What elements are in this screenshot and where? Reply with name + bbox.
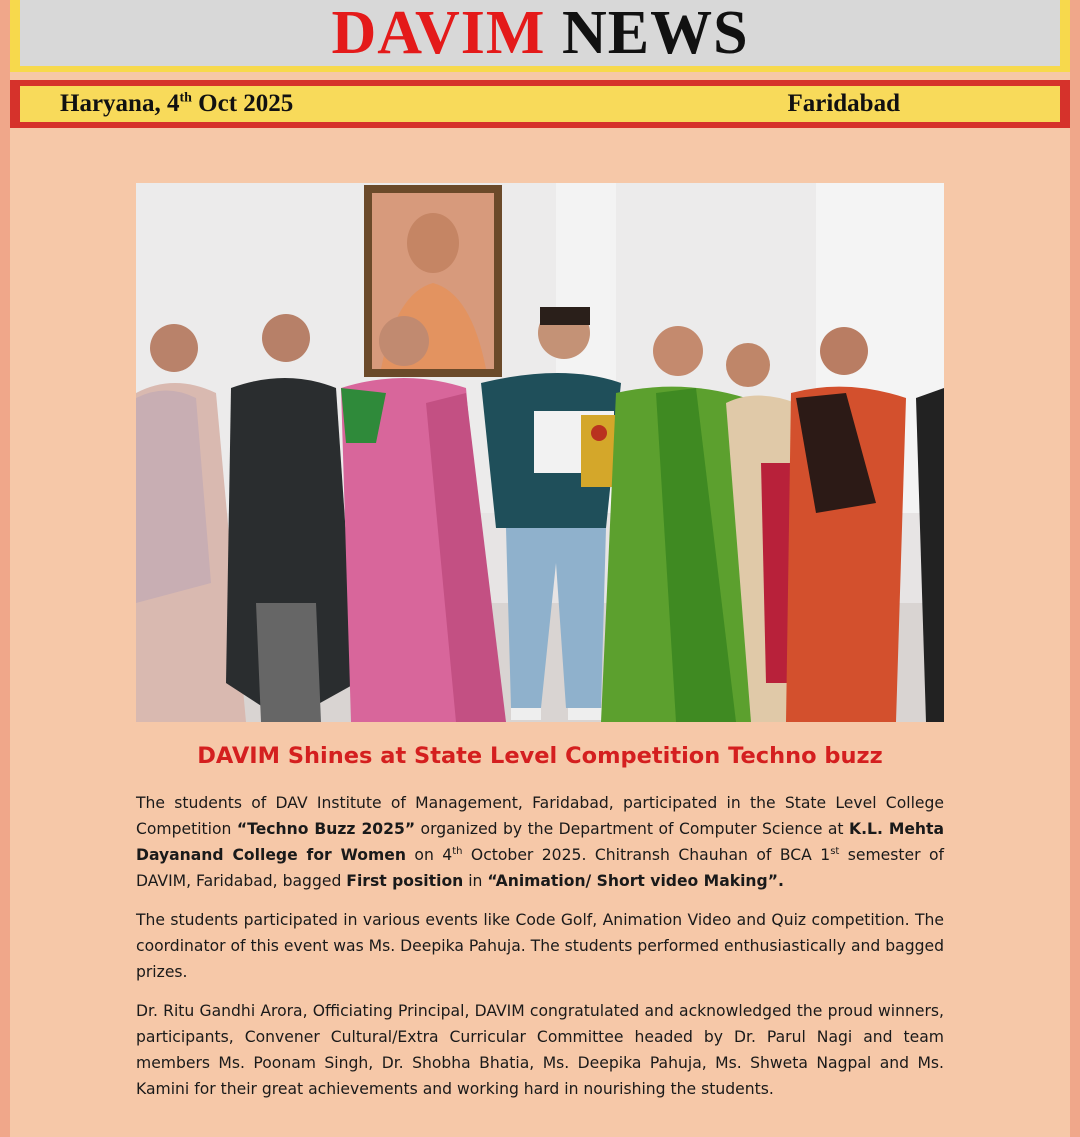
dateline-bar [10, 80, 1070, 128]
p1-bold-college: K.L. Mehta Dayanand College for Women [136, 820, 944, 864]
dateline-day-suffix: th [179, 90, 192, 106]
article-paragraph-3: Dr. Ritu Gandhi Arora, Officiating Principal, DAVIM congratulated and acknowledged the proud winners, participants, Convener Cultural/Extra Curricular Committee headed by Dr. Parul Nagi and team members Ms. Poonam Singh, Dr. Shobha Bhatia, Ms. Deepika Pahuja, Ms. Shweta Nagpal and Ms. Kamini for their great achievements and working hard in nourishing the students. [136, 1002, 944, 1098]
masthead-title-red: DAVIM [331, 0, 546, 67]
masthead-title [20, 0, 1060, 66]
p1-text-5: semester of DAVIM, Faridabad, bagged [136, 846, 944, 890]
article-paragraph-2: The students participated in various events like Code Golf, Animation Video and Quiz competition. The coordinator of this event was Ms. Deepika Pahuja. The students performed enthusiastically and bagged prizes. [136, 911, 944, 981]
dateline-city: Faridabad [787, 90, 900, 117]
dateline-inner [20, 86, 1060, 122]
article-headline: DAVIM Shines at State Level Competition Techno buzz [197, 743, 883, 769]
article-body [136, 790, 944, 1115]
p1-text-2: organized by the Department of Computer Science at [415, 820, 850, 838]
p1-sup-st: st [830, 845, 840, 857]
p1-bold-position: First position [346, 872, 464, 890]
article-paragraph-1 [136, 790, 944, 894]
p1-text-6: in [463, 872, 488, 890]
p1-bold-competition: “Techno Buzz 2025” [236, 820, 416, 838]
event-photo [136, 183, 944, 722]
masthead-inner [20, 0, 1060, 66]
p1-text-1: The students of DAV Institute of Management, Faridabad, participated in the State Level College Competition [136, 794, 944, 838]
masthead [10, 0, 1070, 72]
p1-text-4: October 2025. Chitransh Chauhan of BCA 1 [462, 846, 831, 864]
dateline-month-year: Oct 2025 [198, 90, 294, 117]
p1-sup-th: th [452, 845, 463, 857]
p1-text-3: on 4 [405, 846, 453, 864]
p1-bold-event: “Animation/ Short video Making”. [487, 872, 784, 890]
dateline-place: Haryana, 4 [60, 90, 180, 117]
dateline-date [60, 90, 293, 118]
masthead-title-black: NEWS [561, 0, 749, 67]
